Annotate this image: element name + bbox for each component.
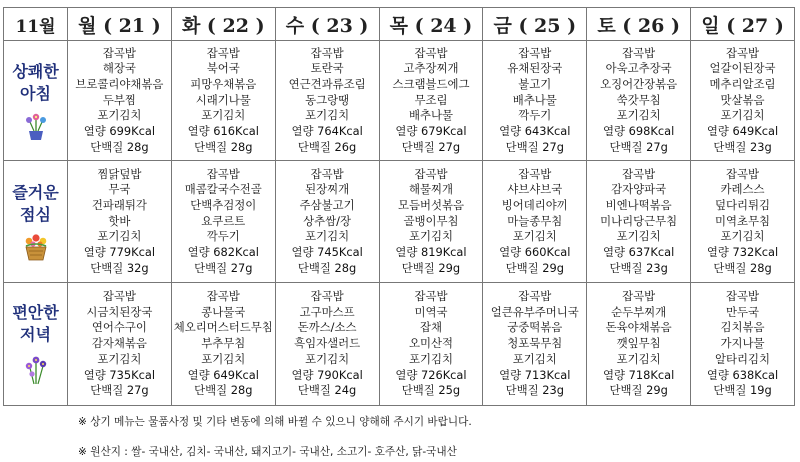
menu-item: 열량 679Kcal (395, 124, 467, 139)
origin-note: ※ 원산지 : 쌀- 국내산, 김치- 국내산, 돼지고기- 국내산, 소고기- 호주산, 닭-국내산 (78, 446, 457, 458)
day-header (483, 8, 587, 41)
menu-item: 열량 643Kcal (499, 124, 571, 139)
menu-item: 포기김치 (616, 108, 661, 123)
menu-change-note: ※ 상기 메뉴는 물품사정 및 기타 변동에 의해 바뀔 수 있으니 양해해 주시기 바랍니다. (78, 416, 472, 428)
month-header: 11월 (4, 8, 68, 41)
menu-item: 열량 790Kcal (291, 367, 363, 382)
menu-item: 잡곡밥 (206, 289, 240, 304)
menu-item: 잡곡밥 (726, 45, 760, 60)
menu-item: 피망우채볶음 (190, 76, 257, 91)
menu-item: 된장찌개 (305, 182, 350, 197)
menu-item: 무국 (108, 182, 131, 197)
day-name: 목 (389, 14, 408, 37)
menu-cell (483, 283, 587, 406)
menu-item: 단백질 28g (90, 139, 149, 154)
menu-item: 잡곡밥 (622, 45, 656, 60)
menu-item: 시래기나물 (195, 92, 251, 107)
day-header (68, 8, 172, 41)
menu-cell (379, 41, 483, 161)
menu-item: 만두국 (726, 304, 760, 319)
menu-item: 두부찜 (102, 92, 136, 107)
menu-item: 잡곡밥 (518, 289, 552, 304)
menu-item: 북어국 (206, 61, 240, 76)
menu-cell (275, 41, 379, 161)
menu-item: 브로콜리야채볶음 (75, 76, 164, 91)
day-header (275, 8, 379, 41)
menu-item: 포기김치 (305, 229, 350, 244)
menu-item: 부추무침 (201, 336, 246, 351)
menu-item: 열량 616Kcal (187, 124, 259, 139)
menu-item: 단백질 27g (505, 139, 564, 154)
menu-item: 가지나물 (720, 336, 765, 351)
menu-item: 불고기 (518, 76, 552, 91)
menu-cell (587, 161, 691, 283)
day-date: ( 27 ) (726, 14, 784, 37)
menu-item: 단백질 24g (297, 383, 357, 398)
day-date: ( 24 ) (414, 14, 473, 37)
menu-item: 잡채 (419, 320, 442, 335)
menu-item: 잡곡밥 (518, 166, 552, 181)
menu-item: 잡곡밥 (518, 45, 552, 60)
breakfast-row (4, 41, 795, 161)
menu-cell (587, 41, 691, 161)
menu-item: 열량 638Kcal (706, 367, 779, 382)
menu-item: 매콤칼국수전골 (184, 182, 262, 197)
day-date: ( 23 ) (310, 14, 369, 37)
menu-item: 단백질 28g (297, 260, 357, 275)
menu-item: 맛살볶음 (720, 92, 765, 107)
menu-item: 열량 726Kcal (395, 367, 467, 382)
menu-item: 감자채볶음 (91, 336, 147, 351)
menu-item: 미역초무침 (715, 213, 771, 228)
flower-basket-icon (4, 232, 67, 262)
day-header (379, 8, 483, 41)
dinner-label-cell (4, 283, 68, 406)
menu-item: 돈육야채볶음 (605, 320, 672, 335)
menu-cell (379, 283, 483, 406)
menu-item: 열량 649Kcal (706, 124, 779, 139)
menu-item: 알타리김치 (715, 351, 771, 366)
menu-item: 단백질 27g (194, 260, 253, 275)
menu-item: 단백질 25g (401, 383, 461, 398)
menu-item: 체오리머스터드무침 (173, 320, 273, 335)
menu-item: 포기김치 (720, 229, 765, 244)
menu-item: 동그랑땡 (305, 92, 350, 107)
menu-item: 덮다리튀김 (715, 197, 771, 212)
menu-item: 마늘종무침 (507, 213, 563, 228)
menu-item: 포기김치 (720, 108, 765, 123)
menu-item: 깍두기 (206, 229, 240, 244)
menu-item: 잡곡밥 (414, 45, 448, 60)
menu-item: 열량 649Kcal (187, 367, 259, 382)
menu-item: 잡곡밥 (206, 45, 240, 60)
menu-cell (483, 161, 587, 283)
menu-cell (68, 283, 172, 406)
menu-cell (379, 161, 483, 283)
menu-item: 잡곡밥 (726, 289, 760, 304)
menu-item: 단백질 32g (90, 260, 149, 275)
menu-item: 단백질 27g (609, 139, 668, 154)
menu-item: 잡곡밥 (102, 45, 136, 60)
menu-item: 카레스스 (720, 182, 765, 197)
menu-item: 열량 698Kcal (603, 124, 675, 139)
menu-item: 잡곡밥 (310, 289, 344, 304)
menu-item: 단백질 28g (194, 383, 253, 398)
day-date: ( 25 ) (518, 14, 577, 37)
menu-item: 얼갈이된장국 (709, 61, 776, 76)
menu-item: 잡곡밥 (310, 45, 344, 60)
lunch-row (4, 161, 795, 283)
menu-item: 연근견과류조림 (288, 76, 366, 91)
flower-pot-icon (4, 111, 67, 141)
day-name: 금 (493, 14, 512, 37)
menu-item: 포기김치 (97, 351, 142, 366)
menu-item: 포기김치 (97, 108, 142, 123)
menu-item: 열량 718Kcal (603, 367, 675, 382)
day-name: 수 (285, 14, 305, 37)
menu-item: 빙어데리야끼 (501, 197, 568, 212)
menu-item: 잡곡밥 (726, 166, 760, 181)
menu-item: 미나리당근무침 (600, 213, 678, 228)
menu-item: 단백질 28g (713, 260, 772, 275)
menu-item: 포기김치 (616, 351, 661, 366)
menu-item: 잡곡밥 (414, 166, 448, 181)
day-header (691, 8, 795, 41)
menu-item: 포기김치 (512, 229, 557, 244)
menu-item: 비엔나떡볶음 (605, 197, 672, 212)
menu-item: 단백질 28g (194, 139, 253, 154)
menu-item: 돈까스/소스 (297, 320, 357, 335)
menu-cell (691, 283, 795, 406)
menu-item: 주삼불고기 (299, 197, 355, 212)
day-name: 월 (78, 14, 97, 37)
menu-item: 연어수구이 (91, 320, 147, 335)
menu-item: 순두부찌개 (611, 304, 667, 319)
menu-cell (275, 283, 379, 406)
menu-cell (587, 283, 691, 406)
menu-cell (691, 161, 795, 283)
header-row (4, 8, 795, 41)
menu-item: 열량 745Kcal (291, 245, 363, 260)
menu-item: 포기김치 (616, 229, 661, 244)
menu-item: 청포묵무침 (507, 336, 563, 351)
menu-item: 포기김치 (408, 351, 453, 366)
meal-label: 편안한 저녁 (12, 303, 59, 344)
menu-item: 단백질 29g (609, 383, 668, 398)
menu-item: 단백질 27g (401, 139, 461, 154)
menu-cell (483, 41, 587, 161)
menu-item: 상추쌈/장 (303, 213, 352, 228)
menu-item: 단백질 23g (713, 139, 772, 154)
day-name: 화 (181, 14, 201, 37)
purple-flowers-icon (4, 352, 67, 386)
menu-item: 핫바 (108, 213, 131, 228)
menu-item: 단백추검정이 (190, 197, 257, 212)
menu-item: 아욱고추장국 (605, 61, 672, 76)
menu-item: 열량 682Kcal (187, 245, 259, 260)
menu-item: 포기김치 (305, 108, 350, 123)
menu-cell (275, 161, 379, 283)
menu-item: 단백질 23g (505, 383, 564, 398)
weekly-menu-table (3, 7, 795, 406)
menu-item: 잡곡밥 (414, 289, 448, 304)
menu-item: 김치볶음 (720, 320, 765, 335)
menu-item: 단백질 26g (297, 139, 357, 154)
menu-item: 흑임자샐러드 (294, 336, 361, 351)
menu-item: 해장국 (102, 61, 136, 76)
menu-item: 포기김치 (408, 229, 453, 244)
day-date: ( 26 ) (622, 14, 680, 37)
day-header (587, 8, 691, 41)
menu-item: 고구마스프 (299, 304, 355, 319)
menu-item: 포기김치 (305, 351, 350, 366)
menu-cell (68, 161, 172, 283)
day-name: 토 (597, 14, 616, 37)
day-date: ( 21 ) (103, 14, 161, 37)
menu-item: 건파래튀각 (91, 197, 147, 212)
menu-item: 단백질 27g (90, 383, 149, 398)
menu-item: 유채된장국 (507, 61, 563, 76)
menu-item: 콩나물국 (201, 304, 246, 319)
menu-item: 열량 735Kcal (83, 367, 156, 382)
menu-cell (691, 41, 795, 161)
menu-item: 잡곡밥 (310, 166, 344, 181)
menu-item: 스크램블드에그 (392, 76, 470, 91)
menu-item: 얼큰유부주머니국 (490, 304, 579, 319)
menu-item: 열량 764Kcal (291, 124, 363, 139)
menu-item: 찜닭덮밥 (97, 166, 142, 181)
menu-item: 잡곡밥 (102, 289, 136, 304)
day-name: 일 (701, 14, 720, 37)
lunch-label-cell (4, 161, 68, 283)
menu-item: 배추나물 (512, 92, 557, 107)
menu-item: 무조림 (414, 92, 448, 107)
menu-item: 포기김치 (512, 351, 557, 366)
menu-item: 포기김치 (201, 108, 246, 123)
dinner-row (4, 283, 795, 406)
menu-item: 오징어간장볶음 (600, 76, 678, 91)
menu-item: 모듬버섯볶음 (397, 197, 464, 212)
menu-item: 배추나물 (408, 108, 453, 123)
menu-item: 쑥갓무침 (616, 92, 661, 107)
day-date: ( 22 ) (206, 14, 265, 37)
menu-item: 열량 713Kcal (499, 367, 571, 382)
breakfast-label-cell (4, 41, 68, 161)
menu-item: 잡곡밥 (622, 289, 656, 304)
menu-item: 열량 699Kcal (83, 124, 156, 139)
menu-item: 포기김치 (201, 351, 246, 366)
menu-item: 단백질 29g (505, 260, 564, 275)
menu-item: 요쿠르트 (201, 213, 246, 228)
menu-item: 궁중떡볶음 (507, 320, 563, 335)
menu-cell (171, 41, 275, 161)
menu-item: 포기김치 (97, 229, 142, 244)
menu-item: 열량 637Kcal (603, 245, 675, 260)
menu-item: 해물찌개 (408, 182, 453, 197)
menu-item: 미역국 (414, 304, 448, 319)
menu-item: 잡곡밥 (206, 166, 240, 181)
menu-item: 열량 779Kcal (83, 245, 156, 260)
menu-cell (171, 283, 275, 406)
menu-item: 감자양파국 (611, 182, 667, 197)
menu-item: 오미산적 (408, 336, 453, 351)
menu-item: 단백질 19g (713, 383, 772, 398)
menu-item: 깻잎무침 (616, 336, 661, 351)
menu-item: 열량 660Kcal (499, 245, 571, 260)
menu-item: 잡곡밥 (622, 166, 656, 181)
menu-cell (68, 41, 172, 161)
menu-item: 열량 819Kcal (395, 245, 467, 260)
day-header (171, 8, 275, 41)
menu-item: 토란국 (310, 61, 344, 76)
menu-item: 골뱅이무침 (403, 213, 459, 228)
menu-cell (171, 161, 275, 283)
menu-item: 메추리알조림 (709, 76, 776, 91)
menu-item: 단백질 29g (401, 260, 461, 275)
menu-item: 고추장찌개 (403, 61, 459, 76)
menu-item: 시금치된장국 (86, 304, 153, 319)
menu-item: 샤브샤브국 (507, 182, 563, 197)
menu-item: 깍두기 (518, 108, 552, 123)
meal-label: 상쾌한 아침 (12, 61, 59, 103)
meal-label: 즐거운 점심 (12, 182, 59, 224)
menu-item: 열량 732Kcal (706, 245, 779, 260)
menu-item: 단백질 23g (609, 260, 668, 275)
